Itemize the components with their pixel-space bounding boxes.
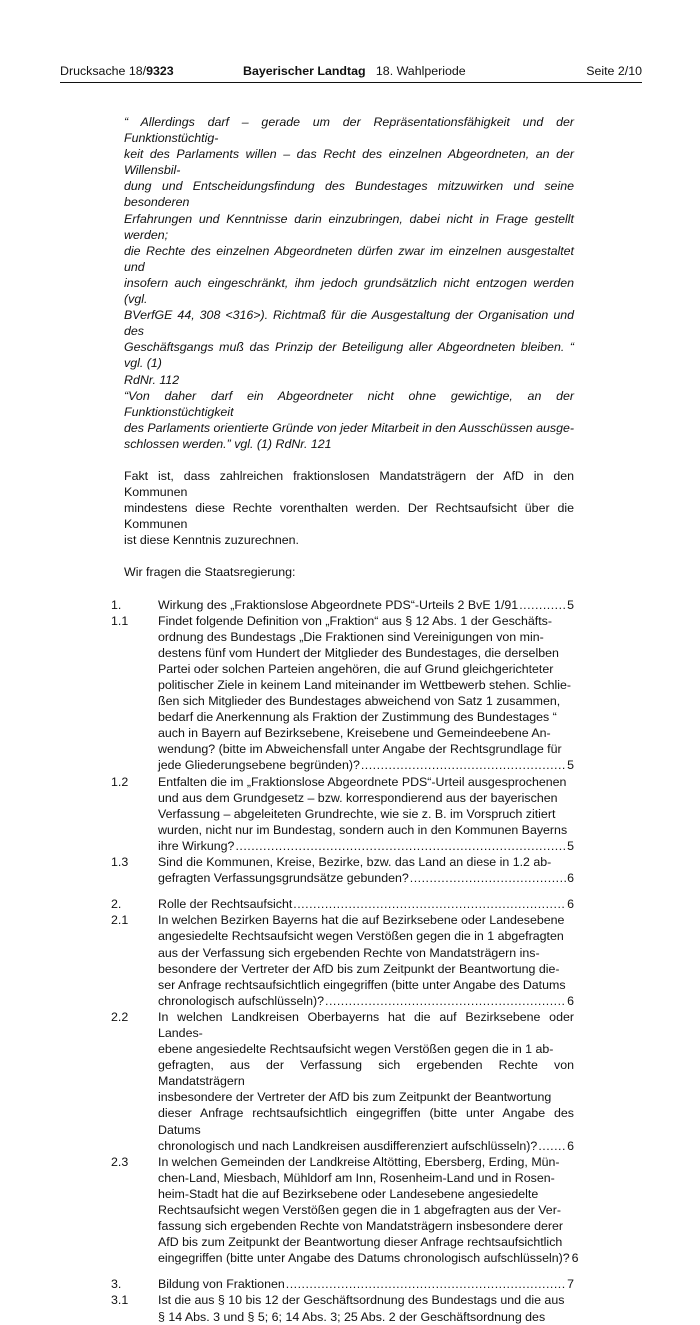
- question-line: heim-Stadt hat die auf Bezirksebene oder Landesebene angesiedelte: [158, 1186, 539, 1201]
- header-center: [243, 64, 466, 78]
- question-number: 2.2: [111, 1009, 129, 1024]
- question-line: Verfassung – abgeleiteten Grundrechte, wie sie z. B. im Vorspruch zitiert: [158, 806, 556, 821]
- question-number: 2.3: [111, 1154, 129, 1169]
- question-line: ihre Wirkung?: [158, 838, 235, 853]
- question-line: ordnung des Bundestags „Die Fraktionen sind Vereinigungen von min-: [158, 629, 544, 644]
- question-item: [111, 774, 574, 854]
- question-line: chen-Land, Miesbach, Mühldorf am Inn, Rosenheim-Land und in Rosen-: [158, 1170, 555, 1185]
- quote-line: keit des Parlaments willen – das Recht des einzelnen Abgeordneten, an der Willensbil-: [124, 147, 574, 178]
- question-item: [111, 912, 574, 1009]
- question-page-ref: 5: [567, 758, 574, 773]
- fact-line: Fakt ist, dass zahlreichen fraktionslosen Mandatsträgern der AfD in den Kommunen: [124, 468, 574, 500]
- fact-line: ist diese Kenntnis zuzurechnen.: [124, 533, 299, 548]
- question-last-line: [158, 896, 574, 912]
- question-line: wurden, nicht nur im Bundestag, sondern auch in den Kommunen Bayerns: [158, 822, 568, 837]
- quote-line: insofern auch eingeschränkt, ihm jedoch grundsätzlich nicht entzogen werden (vgl.: [124, 275, 574, 307]
- question-line: aus der Verfassung sich ergebenden Rechte von Mandatsträgern ins-: [158, 945, 540, 960]
- question-item: [111, 1154, 579, 1267]
- question-line: In welchen Gemeinden der Landkreise Altötting, Ebersberg, Erding, Mün-: [158, 1154, 560, 1169]
- question-page-ref: 6: [567, 993, 574, 1008]
- document-body: [111, 114, 579, 1325]
- question-number: 1.2: [111, 774, 129, 789]
- question-item: [111, 854, 574, 886]
- landtag-name: Bayerischer Landtag: [243, 64, 366, 78]
- question-line: wendung? (bitte im Abweichensfall unter Angabe der Rechtsgrundlage für: [158, 742, 562, 757]
- question-line: insbesondere der Vertreter der AfD bis zum Zeitpunkt der Beantwortung: [158, 1090, 552, 1105]
- quote-line: Geschäftsgangs muß das Prinzip der Beteiligung aller Abgeordneten bleiben. “ vgl. (1): [124, 340, 574, 371]
- question-item: [111, 1292, 574, 1324]
- question-line: und aus dem Grundgesetz – bzw. korrespondierend aus der bayerischen: [158, 790, 558, 805]
- question-line: jede Gliederungsebene begründen)?: [158, 758, 360, 773]
- question-last-line: [158, 838, 574, 854]
- question-line: auch in Bayern auf Bezirksebene, Kreisebene und Gemeindeebene An-: [158, 726, 551, 741]
- quote-line: RdNr. 112: [124, 372, 180, 387]
- page-number: Seite 2/10: [586, 64, 642, 78]
- quote-line: Erfahrungen und Kenntnisse darin einzubringen, dabei nicht in Frage gestellt werden;: [124, 211, 574, 242]
- intro-text: Wir fragen die Staatsregierung:: [124, 565, 296, 580]
- question-line: chronologisch aufschlüsseln)?: [158, 993, 324, 1008]
- leader-dots: [410, 870, 566, 886]
- question-last-line: [158, 870, 574, 886]
- quote-line: BVerfGE 44, 308 <316>). Richtmaß für die Ausgestaltung der Organisation und des: [124, 308, 574, 339]
- quote-bverfge-2: [124, 388, 574, 452]
- page-header: [60, 64, 642, 83]
- question-last-line: [158, 757, 574, 773]
- question-last-line: [158, 1138, 574, 1154]
- leader-dots: [286, 1276, 566, 1292]
- question-number: 1.1: [111, 613, 129, 628]
- question-line: fassung sich ergebenden Rechte von Mandatsträgern insbesondere derer: [158, 1219, 564, 1234]
- question-line: Entfalten die im „Fraktionslose Abgeordnete PDS“-Urteil ausgesprochenen: [158, 774, 567, 789]
- question-line: politischer Ziele in keinem Land miteinander im Wettbewerb stehen. Schlie-: [158, 678, 571, 692]
- leader-dots: [293, 896, 566, 912]
- question-line: Bildung von Fraktionen: [158, 1277, 285, 1292]
- question-line: angesiedelte Rechtsaufsicht wegen Verstößen gegen die in 1 abgefragten: [158, 929, 564, 944]
- question-line: In welchen Landkreisen Oberbayerns hat die auf Bezirksebene oder Landes-: [158, 1009, 574, 1040]
- question-line: chronologisch und nach Landkreisen ausdifferenziert aufschlüsseln)?: [158, 1138, 538, 1153]
- wahlperiode: 18. Wahlperiode: [375, 64, 466, 78]
- question-page-ref: 5: [567, 597, 574, 612]
- question-line: gefragten Verfassungsgrundsätze gebunden?: [158, 871, 409, 886]
- question-number: 2.: [111, 897, 122, 912]
- quote-line: dung und Entscheidungsfindung des Bundestages mitzuwirken und seine besonderen: [124, 179, 574, 210]
- quote-bverfge-1: [124, 114, 574, 388]
- question-last-line: [158, 1276, 574, 1292]
- question-line: destens fünf vom Hundert der Mitglieder des Bundestages, die derselben: [158, 645, 559, 660]
- question-line: Findet folgende Definition von „Fraktion“ aus § 12 Abs. 1 der Geschäfts-: [158, 613, 552, 628]
- question-last-line: [158, 993, 574, 1009]
- question-last-line: [158, 597, 574, 613]
- question-line: eingegriffen (bitte unter Angabe des Datums chronologisch aufschlüsseln)?: [158, 1251, 570, 1266]
- question-page-ref: 6: [571, 1251, 579, 1266]
- drucksache-label: [60, 64, 174, 78]
- question-page-ref: 6: [567, 1138, 574, 1153]
- quote-line: “ Allerdings darf – gerade um der Repräsentationsfähigkeit und der Funktionstüchtig-: [124, 115, 574, 146]
- question-line: § 14 Abs. 3 und § 5; 6; 14 Abs. 3; 25 Abs. 2 der Geschäftsordnung des: [158, 1309, 546, 1324]
- leader-dots: [538, 1138, 566, 1154]
- drucksache-prefix: Drucksache 18/: [60, 64, 147, 78]
- question-line: besondere der Vertreter der AfD bis zum Zeitpunkt der Beantwortung die-: [158, 961, 560, 976]
- quote-line: schlossen werden.” vgl. (1) RdNr. 121: [124, 436, 332, 451]
- fact-paragraph: [124, 468, 574, 548]
- question-item: [111, 1009, 574, 1154]
- question-number: 1.: [111, 597, 122, 612]
- fact-line: mindestens diese Rechte vorenthalten werden. Der Rechtsaufsicht über die Kommunen: [124, 501, 574, 532]
- leader-dots: [235, 838, 566, 854]
- question-line: Wirkung des „Fraktionslose Abgeordnete PDS“-Urteils 2 BvE 1/91: [158, 597, 519, 612]
- question-number: 2.1: [111, 913, 129, 928]
- question-list: [111, 597, 579, 1325]
- question-last-line: [158, 1250, 579, 1266]
- question-number: 3.: [111, 1277, 122, 1292]
- question-line: bedarf die Anerkennung als Fraktion der Zustimmung des Bundestages “: [158, 710, 557, 725]
- quote-line: des Parlaments orientierte Gründe von jeder Mitarbeit in den Ausschüssen ausge-: [124, 420, 574, 435]
- question-page-ref: 5: [567, 838, 574, 853]
- question-line: Rechtsaufsicht wegen Verstößen gegen die in 1 abgefragten aus der Ver-: [158, 1203, 561, 1217]
- question-line: Partei oder solchen Parteien angehören, die auf Grund gleichgerichteter: [158, 661, 554, 676]
- question-item: [111, 597, 574, 613]
- question-line: Sind die Kommunen, Kreise, Bezirke, bzw. das Land an diese in 1.2 ab-: [158, 855, 552, 870]
- question-line: ßen sich Mitglieder des Bundestages abweichend von Satz 1 zusammen,: [158, 694, 561, 709]
- question-line: In welchen Bezirken Bayerns hat die auf Bezirksebene oder Landesebene: [158, 913, 565, 928]
- question-number: 3.1: [111, 1293, 129, 1308]
- quote-line: die Rechte des einzelnen Abgeordneten dürfen zwar im einzelnen ausgestaltet und: [124, 243, 574, 274]
- question-item: [111, 1276, 574, 1292]
- quote-line: “Von daher darf ein Abgeordneter nicht ohne gewichtige, an der Funktionstüchtigkeit: [124, 388, 574, 419]
- question-item: [111, 896, 574, 912]
- question-page-ref: 6: [567, 897, 574, 912]
- question-number: 1.3: [111, 855, 129, 870]
- question-line: Rolle der Rechtsaufsicht: [158, 897, 293, 912]
- question-page-ref: 7: [567, 1277, 574, 1292]
- question-page-ref: 6: [567, 871, 574, 886]
- question-item: [111, 613, 574, 774]
- leader-dots: [361, 757, 566, 773]
- question-line: AfD bis zum Zeitpunkt der Beantwortung dieser Anfrage rechtsaufsichtlich: [158, 1235, 563, 1250]
- question-line: ebene angesiedelte Rechtsaufsicht wegen Verstößen gegen die in 1 ab-: [158, 1042, 554, 1057]
- leader-dots: [325, 993, 566, 1009]
- question-line: Ist die aus § 10 bis 12 der Geschäftsordnung des Bundestags und die aus: [158, 1293, 565, 1308]
- question-line: dieser Anfrage rechtsaufsichtlich eingegriffen (bitte unter Angabe des Datums: [158, 1106, 574, 1137]
- leader-dots: [519, 597, 566, 613]
- drucksache-number: 9323: [146, 64, 174, 78]
- question-line: ser Anfrage rechtsaufsichtlich eingegriffen (bitte unter Angabe des Datums: [158, 977, 566, 992]
- question-line: gefragten, aus der Verfassung sich ergebenden Rechte von Mandatsträgern: [158, 1058, 574, 1089]
